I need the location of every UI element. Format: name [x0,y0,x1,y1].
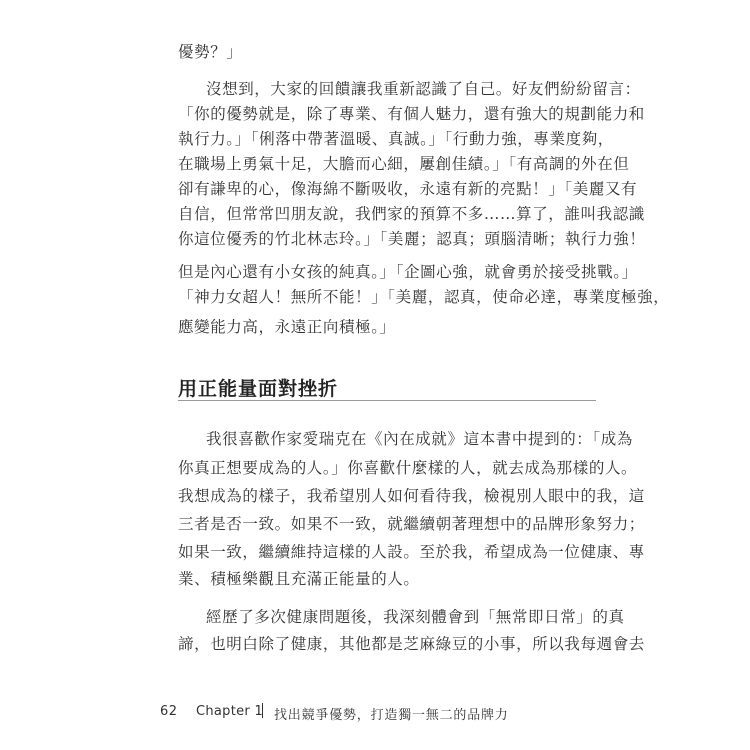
text-line: 我想成為的樣子，我希望別人如何看待我，檢視別人眼中的我，這 [178,487,645,505]
text-line: 應變能力高，永遠正向積極。」 [178,318,396,336]
text-line: 如果一致，繼續維持這樣的人設。至於我，希望成為一位健康、專 [178,543,645,561]
text-line: 我很喜歡作家愛瑞克在《內在成就》這本書中提到的：「成為 [206,430,633,448]
section-heading: 用正能量面對挫折 [178,378,339,400]
heading-underline [178,400,596,401]
text-line: 「你的優勢就是，除了專業、有個人魅力，還有強大的規劃能力和 [178,105,645,123]
chapter-label: Chapter 1 [196,704,264,719]
text-line: 「神力女超人！無所不能！」「美麗，認真，使命必達，專業度極強， [178,288,670,306]
text-line: 三者是否一致。如果不一致，就繼續朝著理想中的品牌形象努力； [178,515,645,533]
text-line: 自信，但常常凹朋友說，我們家的預算不多……算了，誰叫我認識 [178,205,645,223]
text-line: 沒想到，大家的回饋讓我重新認識了自己。好友們紛紛留言： [206,80,641,98]
chapter-title: 找出競爭優勢，打造獨一無二的品牌力 [274,708,509,723]
text-line: 業、積極樂觀且充滿正能量的人。 [178,570,420,588]
text-line: 優勢？」 [178,43,243,61]
text-line: 執行力。」「俐落中帶著溫暖、真誠。」「行動力強，專業度夠， [178,130,614,148]
text-line: 在職場上勇氣十足，大膽而心細，屢創佳績。」「有高調的外在但 [178,155,630,173]
text-line: 你這位優秀的竹北林志玲。」「美麗；認真；頭腦清晰；執行力強！ [178,230,646,248]
text-line: 經歷了多次健康問題後，我深刻體會到「無常即日常」的真 [206,608,625,626]
text-line: 卻有謙卑的心，像海綿不斷吸收，永遠有新的亮點！」「美麗又有 [178,180,638,198]
text-line: 你真正想要成為的人。」你喜歡什麼樣的人，就去成為那樣的人。 [178,459,638,477]
text-line: 但是內心還有小女孩的純真。」「企圖心強，就會勇於接受挑戰。」 [178,263,638,281]
footer-divider [262,703,263,718]
text-line: 諦，也明白除了健康，其他都是芝麻綠豆的小事，所以我每週會去 [178,635,645,653]
page-number: 62 [160,704,178,719]
